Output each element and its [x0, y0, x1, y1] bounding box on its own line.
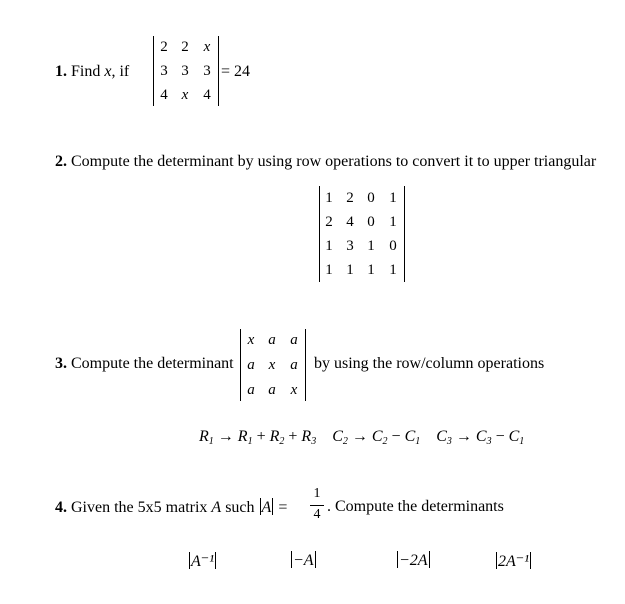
q1-rhs: = 24: [221, 63, 251, 80]
q3-text-before: Compute the determinant: [71, 355, 234, 372]
q2-cell: 1: [389, 262, 397, 278]
q1-number: 1.: [55, 63, 67, 80]
q4-det-4: [495, 551, 532, 571]
abs-bar: [260, 498, 261, 515]
q4-det-3: [396, 551, 431, 570]
op-symbol: R: [237, 428, 248, 445]
q2-cell: 0: [367, 214, 375, 230]
q1-cell: 2: [160, 39, 168, 55]
op-sub: 1: [247, 436, 253, 447]
op-sign: −: [495, 428, 505, 445]
q4-frac-den: 4: [313, 507, 321, 522]
q2-cell: 1: [389, 190, 397, 206]
equals-sign: =: [274, 499, 288, 516]
op-sub: 2: [382, 436, 388, 447]
q2-cell: 4: [346, 214, 354, 230]
op-sign: −: [391, 428, 401, 445]
q1-determinant: [153, 36, 219, 106]
q4-text-before: Given the 5x5 matrix: [71, 499, 208, 516]
q2-determinant: [319, 186, 405, 282]
abs-bar: [291, 551, 292, 568]
op-sign: +: [256, 428, 266, 445]
q2-cell: 1: [325, 262, 333, 278]
q4-text-such: such: [225, 499, 255, 516]
q4-det-2: [290, 551, 317, 570]
q3-op-1: [199, 428, 320, 445]
op-symbol: C: [332, 428, 343, 445]
q3-cell: a: [247, 382, 255, 398]
q1-if-text: , if: [111, 63, 130, 80]
op-sub: 1: [415, 436, 421, 447]
q4-text-after: . Compute the determinants: [327, 498, 504, 515]
q3-text-after: by using the row/column operations: [314, 355, 545, 372]
q4-det-expr: −2A: [399, 552, 428, 569]
q1-find-text: Find: [71, 63, 101, 80]
q3-number: 3.: [55, 355, 67, 372]
q1-cell: x: [181, 87, 189, 103]
q4-frac-num: 1: [313, 486, 321, 501]
q3-cell: a: [247, 357, 255, 373]
q2-cell: 2: [325, 214, 333, 230]
q2-cell: 0: [367, 190, 375, 206]
q2-cell: 1: [346, 262, 354, 278]
op-sub: 2: [342, 436, 348, 447]
abs-bar: [397, 551, 398, 568]
q1-cell: 4: [203, 87, 211, 103]
q3-line-start: [55, 355, 234, 373]
q4-var-A: A: [211, 499, 222, 516]
q2-cell: 1: [325, 190, 333, 206]
q3-op-2: [332, 428, 424, 445]
abs-bar: [429, 551, 430, 568]
op-sub: 3: [486, 436, 492, 447]
op-sub: 2: [279, 436, 285, 447]
q4-frac-line: [310, 505, 324, 506]
q3-determinant: [240, 329, 306, 401]
abs-bar: [189, 552, 190, 569]
q1-cell: 4: [160, 87, 168, 103]
arrow-icon: →: [455, 428, 472, 445]
op-symbol: C: [475, 428, 487, 445]
q2-text: Compute the determinant by using row operations to convert it to upper triangular: [71, 153, 597, 170]
q2-cell: 0: [389, 238, 397, 254]
op-symbol: C: [404, 428, 416, 445]
op-symbol: R: [199, 428, 209, 445]
q2-cell: 1: [367, 262, 375, 278]
q4-number: 4.: [55, 499, 67, 516]
abs-bar: [530, 552, 531, 569]
op-symbol: C: [508, 428, 520, 445]
op-sub: 1: [208, 436, 214, 447]
op-symbol: R: [301, 428, 312, 445]
q1-cell: 3: [203, 63, 211, 79]
op-sub: 1: [519, 436, 525, 447]
q4-det-expr: 2A⁻¹: [498, 553, 530, 570]
q1-line: [55, 63, 129, 81]
op-symbol: C: [371, 428, 383, 445]
abs-bar: [315, 551, 316, 568]
op-sub: 3: [446, 436, 452, 447]
q4-det-expr: A⁻¹: [191, 553, 215, 570]
q3-cell: a: [268, 382, 276, 398]
q2-line: [55, 153, 596, 171]
op-symbol: R: [269, 428, 280, 445]
q2-cell: 1: [325, 238, 333, 254]
op-sign: +: [288, 428, 298, 445]
op-symbol: C: [436, 428, 447, 445]
q3-op-3: [436, 428, 524, 445]
q4-abs-A: A: [261, 499, 272, 516]
q4-det-1: [188, 551, 217, 571]
q2-number: 2.: [55, 153, 67, 170]
abs-bar: [215, 552, 216, 569]
q3-operations: [199, 428, 524, 447]
q1-var-x: x: [104, 63, 112, 80]
op-sub: 3: [311, 436, 317, 447]
q1-cell: 3: [160, 63, 168, 79]
q2-cell: 2: [346, 190, 354, 206]
q1-cell: 3: [181, 63, 189, 79]
q1-cell: x: [203, 39, 211, 55]
abs-bar: [496, 552, 497, 569]
q2-cell: 1: [389, 214, 397, 230]
q4-det-expr: −A: [293, 552, 314, 569]
arrow-icon: →: [351, 428, 368, 445]
q1-cell: 2: [181, 39, 189, 55]
q3-cell: x: [290, 382, 298, 398]
q3-cell: x: [268, 357, 276, 373]
q2-cell: 3: [346, 238, 354, 254]
arrow-icon: →: [217, 428, 234, 445]
q3-cell: x: [247, 332, 255, 348]
q3-cell: a: [290, 357, 298, 373]
q4-line-start: [55, 498, 287, 517]
q3-cell: a: [290, 332, 298, 348]
q3-cell: a: [268, 332, 276, 348]
q2-cell: 1: [367, 238, 375, 254]
